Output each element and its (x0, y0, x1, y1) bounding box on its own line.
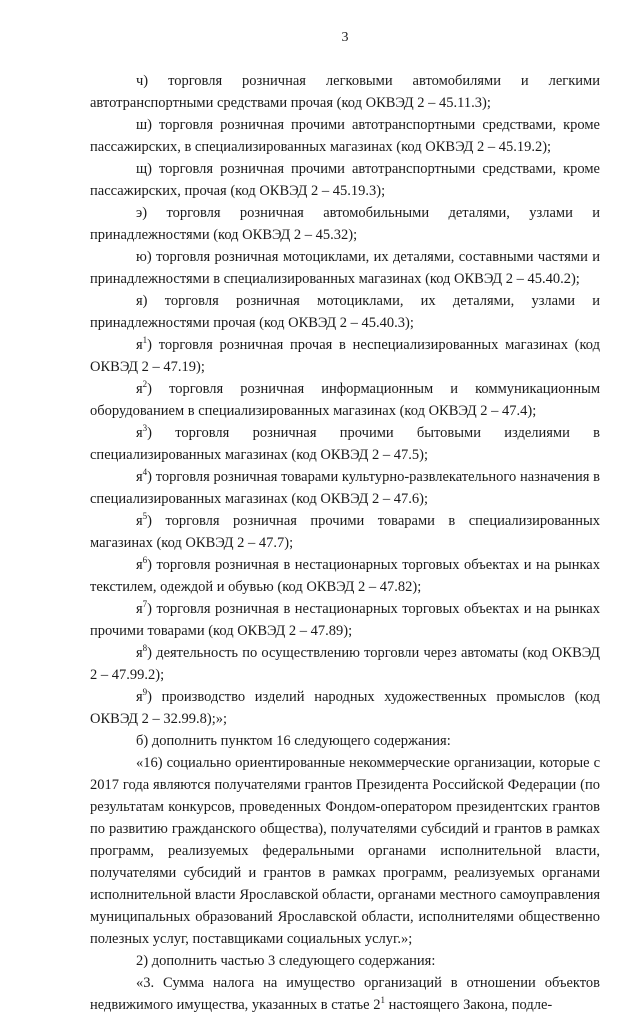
paragraph-prefix: я (136, 425, 143, 441)
paragraph (90, 114, 600, 158)
paragraph (90, 972, 600, 1016)
paragraph (90, 202, 600, 246)
paragraph (90, 598, 600, 642)
paragraph-prefix: я (136, 381, 143, 397)
paragraph-text: ) торговля розничная прочими бытовыми изделиями в специализированных магазинах (код ОКВЭД 2 – 47.5); (90, 425, 600, 463)
paragraph-prefix: я (136, 557, 143, 573)
paragraph-text: торговля розничная автомобильными деталями, узлами и принадлежностями (код ОКВЭД 2 – 45.32); (90, 205, 600, 243)
paragraph-prefix: я) (136, 293, 148, 309)
paragraph (90, 950, 600, 972)
paragraph-superscript: 5 (142, 511, 148, 522)
paragraph (90, 70, 600, 114)
paragraph-prefix: ш) (136, 117, 152, 133)
paragraph-text: ) торговля розничная товарами культурно-развлекательного назначения в специализированных магазинах (код ОКВЭД 2 – 47.6); (90, 469, 600, 507)
paragraph-superscript: 7 (142, 599, 148, 610)
paragraph-text: б) дополнить пунктом 16 следующего содержания: (136, 733, 451, 749)
paragraph-text: 2) дополнить частью 3 следующего содержания: (136, 953, 436, 969)
paragraph (90, 334, 600, 378)
paragraph-prefix: я (136, 645, 143, 661)
paragraph (90, 642, 600, 686)
paragraph-prefix: э) (136, 205, 148, 221)
paragraph-superscript: 1 (142, 335, 148, 346)
paragraph-superscript: 4 (142, 467, 148, 478)
paragraph (90, 730, 600, 752)
page-number: 3 (341, 30, 349, 45)
paragraph-text: «16) социально ориентированные некоммерческие организации, которые с 2017 года являются получателями грантов Президента Российской Федерации (по результатам конкурсов, проведенных Фондом-оператором президентских грантов по развитию гражданского общества), получателями субсидий и грантов в рамках программ, реализуемых федеральными органами исполнительной власти, получателями субсидий и грантов в рамках программ, реализуемых органами исполнительной власти Ярославской области, органами местного самоуправления муниципальных образований Ярославской области, исполнителями общественно полезных услуг, поставщиками социальных услуг.»; (90, 755, 600, 947)
paragraph-prefix: ч) (136, 73, 149, 89)
paragraph-text: ) деятельность по осуществлению торговли через автоматы (код ОКВЭД 2 – 47.99.2); (90, 645, 600, 683)
paragraph-superscript: 1 (380, 995, 385, 1006)
paragraph-text: торговля розничная легковыми автомобилями и легкими автотранспортными средствами прочая (код ОКВЭД 2 – 45.11.3); (90, 73, 600, 111)
paragraph (90, 752, 600, 950)
paragraph-text: торговля розничная мотоциклами, их деталями, составными частями и принадлежностями в специализированных магазинах (код ОКВЭД 2 – 45.40.2); (90, 249, 600, 287)
paragraph (90, 290, 600, 334)
paragraph (90, 686, 600, 730)
paragraph-text: торговля розничная прочими автотранспортными средствами, кроме пассажирских, в специализированных магазинах (код ОКВЭД 2 – 45.19.2); (90, 117, 600, 155)
paragraph-superscript: 9 (142, 687, 148, 698)
paragraph-text: ) торговля розничная в нестационарных торговых объектах и на рынках текстилем, одеждой и обувью (код ОКВЭД 2 – 47.82); (90, 557, 600, 595)
paragraph (90, 466, 600, 510)
paragraph (90, 158, 600, 202)
paragraph (90, 378, 600, 422)
paragraph-prefix: я (136, 601, 143, 617)
paragraph-superscript: 2 (142, 379, 148, 390)
paragraph-prefix: я (136, 689, 143, 705)
paragraph-superscript: 3 (142, 423, 148, 434)
paragraph-text: ) торговля розничная прочая в неспециализированных магазинах (код ОКВЭД 2 – 47.19); (90, 337, 600, 375)
paragraph (90, 246, 600, 290)
paragraph-text: настоящего Закона, подле- (384, 997, 553, 1013)
paragraph-prefix: я (136, 513, 143, 529)
paragraph (90, 510, 600, 554)
paragraph-prefix: ю) (136, 249, 152, 265)
paragraph-prefix: я (136, 337, 143, 353)
paragraph (90, 554, 600, 598)
paragraph (90, 422, 600, 466)
paragraph-prefix: «3. Сумма налога на имущество организаций в отношении объектов недвижимого имущества, указанных в статье 2 (90, 975, 600, 1013)
paragraph-text: торговля розничная прочими автотранспортными средствами, кроме пассажирских, прочая (код ОКВЭД 2 – 45.19.3); (90, 161, 600, 199)
paragraph-prefix: щ) (136, 161, 152, 177)
paragraph-text: торговля розничная мотоциклами, их деталями, узлами и принадлежностями прочая (код ОКВЭД 2 – 45.40.3); (90, 293, 600, 331)
paragraph-superscript: 6 (142, 555, 148, 566)
paragraph-text: ) производство изделий народных художественных промыслов (код ОКВЭД 2 – 32.99.8);»; (90, 689, 600, 727)
paragraph-text: ) торговля розничная прочими товарами в специализированных магазинах (код ОКВЭД 2 – 47.7); (90, 513, 600, 551)
document-body (90, 70, 600, 1016)
paragraph-superscript: 8 (142, 643, 148, 654)
paragraph-text: ) торговля розничная информационным и коммуникационным оборудованием в специализированных магазинах (код ОКВЭД 2 – 47.4); (90, 381, 600, 419)
paragraph-text: ) торговля розничная в нестационарных торговых объектах и на рынках прочими товарами (код ОКВЭД 2 – 47.89); (90, 601, 600, 639)
paragraph-prefix: я (136, 469, 143, 485)
